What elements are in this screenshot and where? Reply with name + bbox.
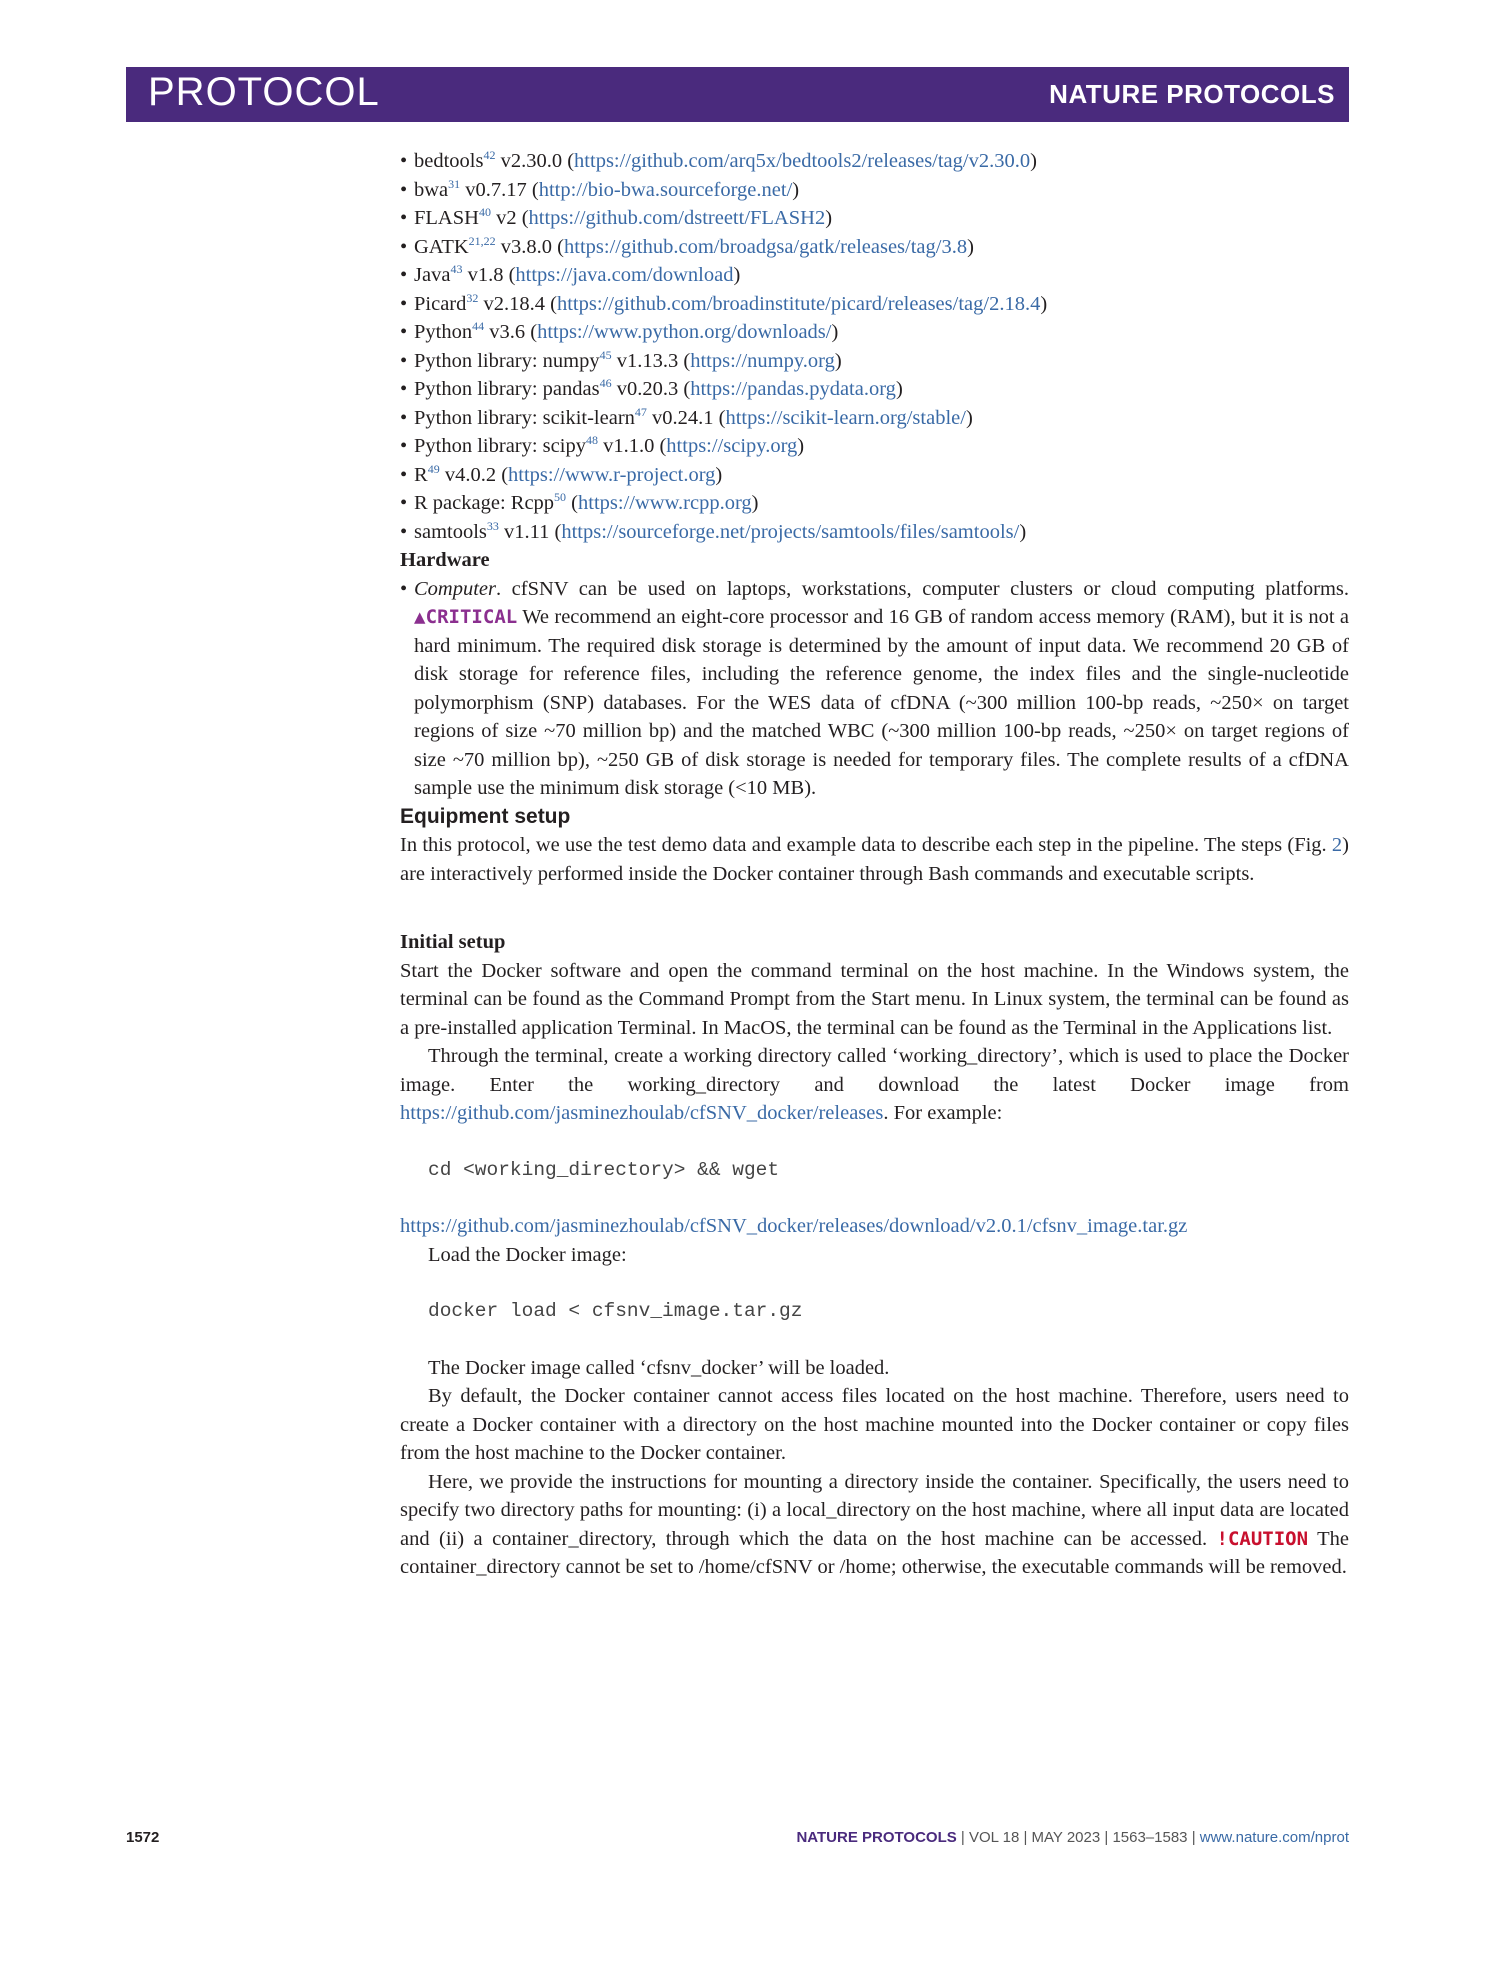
initial-p2-text-b: . For example: <box>883 1102 1003 1124</box>
initial-paragraph-6 <box>400 1468 1349 1582</box>
software-name: R <box>414 463 428 486</box>
reference-superscript[interactable]: 43 <box>450 262 463 276</box>
footer-sep-4: | <box>1187 1829 1200 1846</box>
footer-volume: VOL 18 <box>968 1829 1020 1846</box>
software-url-link[interactable]: https://scipy.org <box>666 435 798 457</box>
software-name: Python <box>414 321 473 343</box>
software-name: FLASH <box>414 207 479 229</box>
software-version: v0.20.3 ( <box>611 378 691 400</box>
code-docker-load: docker load < cfsnv_image.tar.gz <box>428 1300 803 1322</box>
software-item <box>400 518 1349 547</box>
reference-superscript[interactable]: 42 <box>483 148 496 162</box>
critical-label: ▲CRITICAL <box>414 606 518 628</box>
software-version: v1.8 ( <box>462 264 516 286</box>
footer-date: MAY 2023 <box>1031 1829 1101 1846</box>
footer-sep-1: | <box>956 1829 969 1846</box>
software-version: v2 ( <box>490 207 529 229</box>
figure-link[interactable]: 2 <box>1331 834 1343 856</box>
hardware-item <box>400 575 1349 803</box>
software-version: v4.0.2 ( <box>439 463 509 486</box>
hardware-heading: Hardware <box>400 549 490 571</box>
releases-link[interactable]: https://github.com/jasminezhoulab/cfSNV_docker/releases <box>400 1102 884 1124</box>
code-wget: cd <working_directory> && wget <box>428 1158 780 1181</box>
reference-superscript[interactable]: 31 <box>448 176 461 191</box>
footer-journal: NATURE PROTOCOLS <box>796 1829 957 1846</box>
software-url-link[interactable]: https://pandas.pydata.org <box>690 378 896 400</box>
closing-paren: ) <box>751 492 759 514</box>
software-url-link[interactable]: https://github.com/broadgsa/gatk/releases/tag/3.8 <box>564 235 968 258</box>
hardware-term: Computer <box>414 577 496 600</box>
reference-superscript[interactable]: 47 <box>634 404 647 419</box>
software-url-link[interactable]: https://www.python.org/downloads/ <box>537 321 832 343</box>
software-name: Picard <box>414 292 467 315</box>
software-item <box>400 347 1349 376</box>
footer-sep-2: | <box>1019 1829 1032 1846</box>
equipment-text-a: In this protocol, we use the test demo data and example data to describe each step in the pipeline. The steps (Fig. <box>400 834 1332 856</box>
initial-paragraph-5: By default, the Docker container cannot access files located on the host machine. Therefore, users need to create a Docker container with a directory on the host machine mounted into the Docker container or copy files from the host machine to the Docker container. <box>400 1385 1349 1464</box>
initial-paragraph-3: Load the Docker image: <box>428 1243 627 1266</box>
initial-paragraph-2 <box>400 1042 1349 1128</box>
page-number: 1572 <box>126 1829 160 1846</box>
software-item <box>400 461 1349 490</box>
software-item <box>400 432 1349 461</box>
software-name: samtools <box>414 520 487 543</box>
software-url-link[interactable]: https://github.com/arq5x/bedtools2/releases/tag/v2.30.0 <box>574 150 1031 172</box>
bullet: • <box>400 463 408 486</box>
software-list <box>400 147 1349 546</box>
reference-superscript[interactable]: 33 <box>486 518 499 533</box>
software-version: v0.24.1 ( <box>646 406 726 429</box>
software-name: Java <box>414 264 451 286</box>
reference-superscript[interactable]: 49 <box>427 461 440 476</box>
closing-paren: ) <box>797 435 805 457</box>
closing-paren: ) <box>831 321 839 343</box>
software-url-link[interactable]: https://github.com/dstreett/FLASH2 <box>528 207 826 229</box>
software-url-link[interactable]: https://scikit-learn.org/stable/ <box>725 406 966 429</box>
bullet: • <box>400 292 408 315</box>
hardware-text-1: . cfSNV can be used on laptops, workstations, computer clusters or cloud computing platforms. <box>496 577 1349 600</box>
software-version: v0.7.17 ( <box>460 178 539 201</box>
bullet: • <box>400 321 408 343</box>
closing-paren: ) <box>825 207 833 229</box>
closing-paren: ) <box>834 349 842 372</box>
reference-superscript[interactable]: 50 <box>554 490 567 504</box>
software-name: Python library: scipy <box>414 435 586 457</box>
image-download-link[interactable]: https://github.com/jasminezhoulab/cfSNV_docker/releases/download/v2.0.1/cfsnv_image.tar.gz <box>400 1215 1188 1237</box>
journal-banner <box>126 67 1349 122</box>
bullet: • <box>400 406 408 429</box>
software-version: v1.13.3 ( <box>611 349 691 372</box>
journal-name: NATURE PROTOCOLS <box>1049 79 1335 109</box>
software-item <box>400 404 1349 433</box>
footer-url[interactable]: www.nature.com/nprot <box>1199 1829 1349 1846</box>
closing-paren: ) <box>792 178 800 201</box>
caution-label: !CAUTION <box>1216 1527 1309 1550</box>
initial-p6-text-a: Here, we provide the instructions for mounting a directory inside the container. Specifically, the users need to specify two directory paths for mounting: (i) a local_directory on the host machine, where all input data are located and (ii) a container_directory, through which the data on the host machine can be accessed. <box>400 1470 1349 1550</box>
software-url-link[interactable]: https://numpy.org <box>690 349 835 372</box>
footer-sep-3: | <box>1100 1829 1113 1846</box>
software-url-link[interactable]: https://github.com/broadinstitute/picard/releases/tag/2.18.4 <box>556 292 1041 315</box>
software-item <box>400 375 1349 404</box>
closing-paren: ) <box>967 235 974 258</box>
page-content <box>400 147 1349 1582</box>
software-version: ( <box>566 492 578 514</box>
software-url-link[interactable]: https://java.com/download <box>515 264 734 286</box>
software-version: v3.6 ( <box>484 321 538 343</box>
bullet: • <box>400 178 408 201</box>
reference-superscript[interactable]: 46 <box>599 376 612 390</box>
initial-p6-text-b: The container_directory cannot be set to /home/cfSNV or /home; otherwise, the executable commands will be removed. <box>400 1527 1349 1578</box>
article-type-label: PROTOCOL <box>148 70 380 114</box>
bullet: • <box>400 492 408 514</box>
reference-superscript[interactable]: 48 <box>585 433 598 447</box>
reference-superscript[interactable]: 44 <box>472 319 485 333</box>
software-version: v1.1.0 ( <box>597 435 667 457</box>
software-version: v2.30.0 ( <box>495 150 575 172</box>
software-item <box>400 233 1349 262</box>
bullet: • <box>400 520 408 543</box>
closing-paren: ) <box>1019 520 1027 543</box>
software-url-link[interactable]: http://bio-bwa.sourceforge.net/ <box>538 178 793 201</box>
software-name: R package: Rcpp <box>414 492 555 514</box>
bullet: • <box>400 150 408 172</box>
equipment-heading: Equipment setup <box>400 804 571 828</box>
software-name: Python library: numpy <box>414 349 600 372</box>
initial-setup-heading: Initial setup <box>400 931 506 953</box>
software-url-link[interactable]: https://www.r-project.org <box>508 463 716 486</box>
reference-superscript[interactable]: 21,22 <box>468 233 496 248</box>
bullet: • <box>400 577 408 600</box>
software-item <box>400 290 1349 319</box>
reference-superscript[interactable]: 45 <box>599 347 612 362</box>
bullet: • <box>400 349 408 372</box>
software-url-link[interactable]: https://www.rcpp.org <box>578 492 752 514</box>
equipment-text-b: ) are interactively performed inside the Docker container through Bash commands and executable scripts. <box>400 834 1349 885</box>
footer-pages: 1563–1583 <box>1112 1829 1188 1846</box>
initial-paragraph-4: The Docker image called ‘cfsnv_docker’ will be loaded. <box>428 1356 890 1379</box>
software-item <box>400 204 1349 233</box>
software-item <box>400 147 1349 176</box>
bullet: • <box>400 435 408 457</box>
initial-p2-text-a: Through the terminal, create a working directory called ‘working_directory’, which is used to place the Docker image. Enter the working_directory and download the latest Docker image from <box>400 1045 1349 1096</box>
software-item <box>400 318 1349 347</box>
software-version: v3.8.0 ( <box>495 235 564 258</box>
closing-paren: ) <box>733 264 741 286</box>
hardware-text-2: We recommend an eight-core processor and 16 GB of random access memory (RAM), but it is not a hard minimum. The required disk storage is determined by the amount of input data. We recommend 20 GB of disk storage for reference files, including the reference genome, the index files and the single-nucleotide polymorphism (SNP) databases. For the WES data of cfDNA (~300 million 100-bp reads, ~250× on target regions of size ~70 million bp) and the matched WBC (~300 million 100-bp reads, ~250× on target regions of size ~70 million bp), ~250 GB of disk storage is needed for temporary files. The complete results of a cfDNA sample use the minimum disk storage (<10 MB). <box>414 606 1349 799</box>
bullet: • <box>400 235 408 258</box>
software-url-link[interactable]: https://sourceforge.net/projects/samtools/files/samtools/ <box>561 520 1020 543</box>
footer-citation <box>796 1829 1349 1846</box>
software-name: bedtools <box>414 150 484 172</box>
closing-paren: ) <box>1040 292 1048 315</box>
software-item <box>400 176 1349 205</box>
software-item <box>400 261 1349 290</box>
closing-paren: ) <box>895 378 903 400</box>
software-item <box>400 489 1349 518</box>
software-name: Python library: scikit-learn <box>414 406 635 429</box>
closing-paren: ) <box>715 463 723 486</box>
equipment-paragraph <box>400 831 1349 888</box>
reference-superscript[interactable]: 40 <box>478 205 491 219</box>
closing-paren: ) <box>1030 150 1037 172</box>
software-version: v1.11 ( <box>498 520 562 543</box>
software-version: v2.18.4 ( <box>478 292 557 315</box>
bullet: • <box>400 207 408 229</box>
reference-superscript[interactable]: 32 <box>466 290 479 305</box>
closing-paren: ) <box>965 406 973 429</box>
bullet: • <box>400 378 408 400</box>
bullet: • <box>400 264 408 286</box>
software-name: bwa <box>414 178 449 201</box>
software-name: Python library: pandas <box>414 378 600 400</box>
initial-paragraph-1: Start the Docker software and open the command terminal on the host machine. In the Windows system, the terminal can be found as the Command Prompt from the Start menu. In Linux system, the terminal can be found as a pre-installed application Terminal. In MacOS, the terminal can be found as the Terminal in the Applications list. <box>400 959 1349 1039</box>
software-name: GATK <box>414 235 469 258</box>
